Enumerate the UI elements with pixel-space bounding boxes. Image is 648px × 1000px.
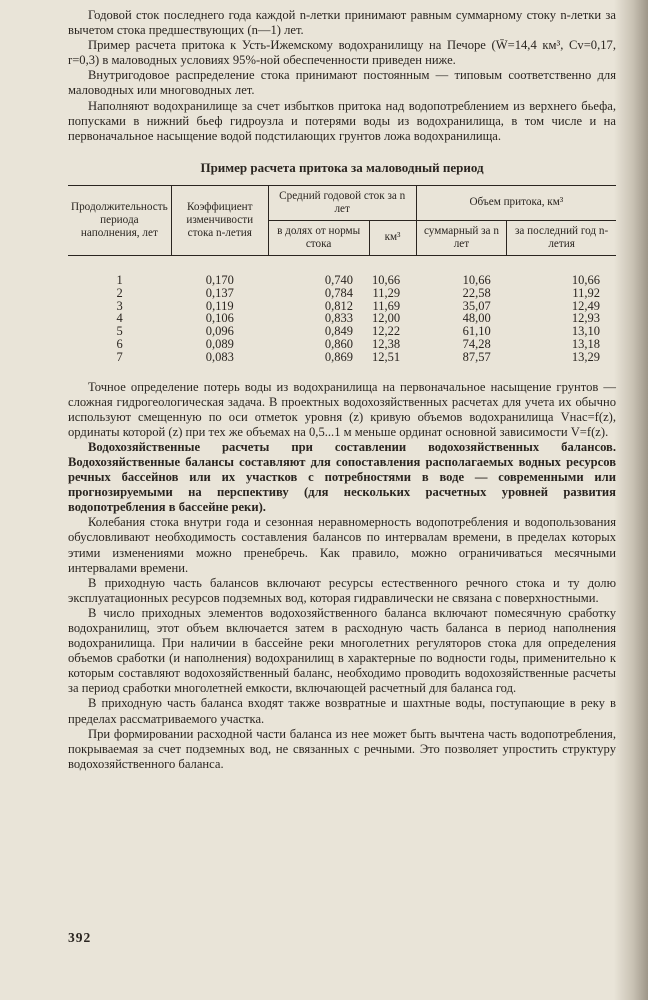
table-cell-n: 6 <box>116 336 123 351</box>
table-cell-frac: 0,849 <box>324 324 353 339</box>
table-cell-k: 0,170 <box>205 272 234 287</box>
paragraph: В приходную часть балансов включают ресурсы естественного речного стока и ту долю эксплуатационных ресурсов подземных вод, которая гидравлически не связана с поверхностными. <box>68 575 616 605</box>
table-cell-n: 5 <box>116 324 123 339</box>
table-cell-last: 12,49 <box>571 298 600 313</box>
table-body <box>68 255 616 367</box>
table-cell-km3: 10,66 <box>372 272 401 287</box>
table-cell-n: 1 <box>116 272 123 287</box>
table-cell-total: 48,00 <box>462 311 491 326</box>
table-row <box>68 287 616 300</box>
paragraph: В приходную часть баланса входят также возвратные и шахтные воды, поступающие в реку в пределах рассматриваемого участка. <box>68 696 616 726</box>
table-cell-n: 7 <box>116 349 123 364</box>
table-caption: Пример расчета притока за маловодный период <box>200 159 484 175</box>
header-avg-group: Средний годовой сток за n лет <box>268 185 416 220</box>
table-cell-k: 0,137 <box>205 285 234 300</box>
paragraph: Колебания стока внутри года и сезонная неравномерность водопотребления и водопользования обусловливают необходимость составления балансов по интервалам времени, в пределах которых этими изменениями можно пренебречь. Как правило, можно ограничиваться месячными интервалами времени. <box>68 515 616 575</box>
table-row <box>68 255 616 286</box>
table-cell-km3: 11,69 <box>372 298 401 313</box>
table-cell-km3: 12,00 <box>372 311 401 326</box>
header-avg-km3: км³ <box>369 220 416 255</box>
table-cell-total: 74,28 <box>462 336 491 351</box>
header-volume-last: за последний год n-летия <box>507 220 616 255</box>
table-cell-last: 13,18 <box>571 336 600 351</box>
inflow-table <box>68 185 616 368</box>
table-cell-frac: 0,869 <box>324 349 353 364</box>
header-volume-total: суммарный за n лет <box>416 220 507 255</box>
table-cell-total: 87,57 <box>462 349 491 364</box>
table-cell-n: 3 <box>116 298 123 313</box>
table-cell-total: 22,58 <box>462 285 491 300</box>
bottom-text <box>68 380 616 772</box>
table-cell-last: 10,66 <box>571 272 600 287</box>
table-cell-total: 35,07 <box>462 298 491 313</box>
paragraph: В число приходных элементов водохозяйственного баланса включают помесячную сработку водохранилищ, этот объем включается затем в расходную часть баланса в период наполнения водохранилища. При наличии в бассейне реки многолетних регуляторов стока для определения объемов сработки (и наполнения) водохранилищ в характерные по водности годы, применительно к которым составляют водохозяйственный баланс, необходимо проводить водохозяйственные расчеты за период сработки многолетней емкости, включающей расчетный для баланса год. <box>68 605 616 696</box>
table-cell-k: 0,096 <box>205 324 234 339</box>
table-row <box>68 351 616 368</box>
table-cell-frac: 0,833 <box>324 311 353 326</box>
paragraph: Пример расчета притока к Усть-Ижемскому водохранилищу на Печоре (W̄=14,4 км³, Cv=0,17, r=0,3) в маловодных условиях 95%-ной обеспеченности приведен ниже. <box>68 38 616 68</box>
table-cell-n: 2 <box>116 285 123 300</box>
paragraph: При формировании расходной части баланса из нее может быть вычтена часть водопотребления, покрываемая за счет подземных вод, не связанных с речными. Это позволяет упростить структуру водохозяйственного баланса. <box>68 726 616 771</box>
table-cell-last: 11,92 <box>572 285 600 300</box>
header-avg-fraction: в долях от нормы стока <box>268 220 369 255</box>
table-cell-frac: 0,812 <box>324 298 353 313</box>
page-number: 392 <box>68 930 92 945</box>
table-cell-last: 13,10 <box>571 324 600 339</box>
table-cell-km3: 11,29 <box>372 285 401 300</box>
table-cell-km3: 12,38 <box>372 336 401 351</box>
table-cell-k: 0,119 <box>205 298 234 313</box>
page-body <box>68 8 616 772</box>
table-cell-frac: 0,784 <box>324 285 353 300</box>
page-spine-shadow <box>614 0 648 1000</box>
paragraph: Наполняют водохранилище за счет избытков притока над водопотреблением из верхнего бьефа, попусками в нижний бьеф гидроузла и потерями воды из водохранилища, в том числе и на первоначальное насыщение водой подстилающих грунтов ложа водохранилища. <box>68 98 616 143</box>
table-cell-last: 13,29 <box>571 349 600 364</box>
header-duration: Продолжительность периода наполнения, лет <box>68 185 171 255</box>
table-row <box>68 325 616 338</box>
header-coefficient: Коэффициент изменчивости стока n-летия <box>171 185 268 255</box>
paragraph: Точное определение потерь воды из водохранилища на первоначальное насыщение грунтов — сложная гидрогеологическая задача. В проектных водохозяйственных расчетах для учета их обычно используют смещенную по оси отметок уровня (z) кривую объемов водохранилища Vнас=f(z), ординаты которой (z) при тех же объемах на 0,5...1 м меньше ординат основной зависимости V=f(z). <box>68 379 616 439</box>
table-cell-frac: 0,860 <box>324 336 353 351</box>
table-cell-n: 4 <box>116 311 123 326</box>
table-cell-total: 61,10 <box>462 324 491 339</box>
paragraph: Годовой сток последнего года каждой n-летки принимают равным суммарному стоку n-летки за вычетом стока предшествующих (n—1) лет. <box>68 8 616 38</box>
table-cell-last: 12,93 <box>571 311 600 326</box>
section-heading-paragraph: Водохозяйственные расчеты при составлении водохозяйственных балансов. Водохозяйственные балансы составляют для сопоставления располагаемых водных ресурсов речных бассейнов или их участков с потребностями в воде — современными или прогнозируемыми на перспективу (для нескольких расчетных уровней развития водопотребления в бассейне реки). <box>68 439 616 515</box>
table-cell-total: 10,66 <box>462 272 491 287</box>
paragraph: Внутригодовое распределение стока принимают постоянным — типовым соответственно для маловодных или многоводных лет. <box>68 68 616 98</box>
table-cell-km3: 12,51 <box>372 349 401 364</box>
table-cell-k: 0,089 <box>205 336 234 351</box>
header-volume-group: Объем притока, км³ <box>416 185 616 220</box>
table-cell-frac: 0,740 <box>324 272 353 287</box>
table-row <box>68 338 616 351</box>
table-cell-k: 0,083 <box>205 349 234 364</box>
table-cell-km3: 12,22 <box>372 324 401 339</box>
table-cell-k: 0,106 <box>205 311 234 326</box>
